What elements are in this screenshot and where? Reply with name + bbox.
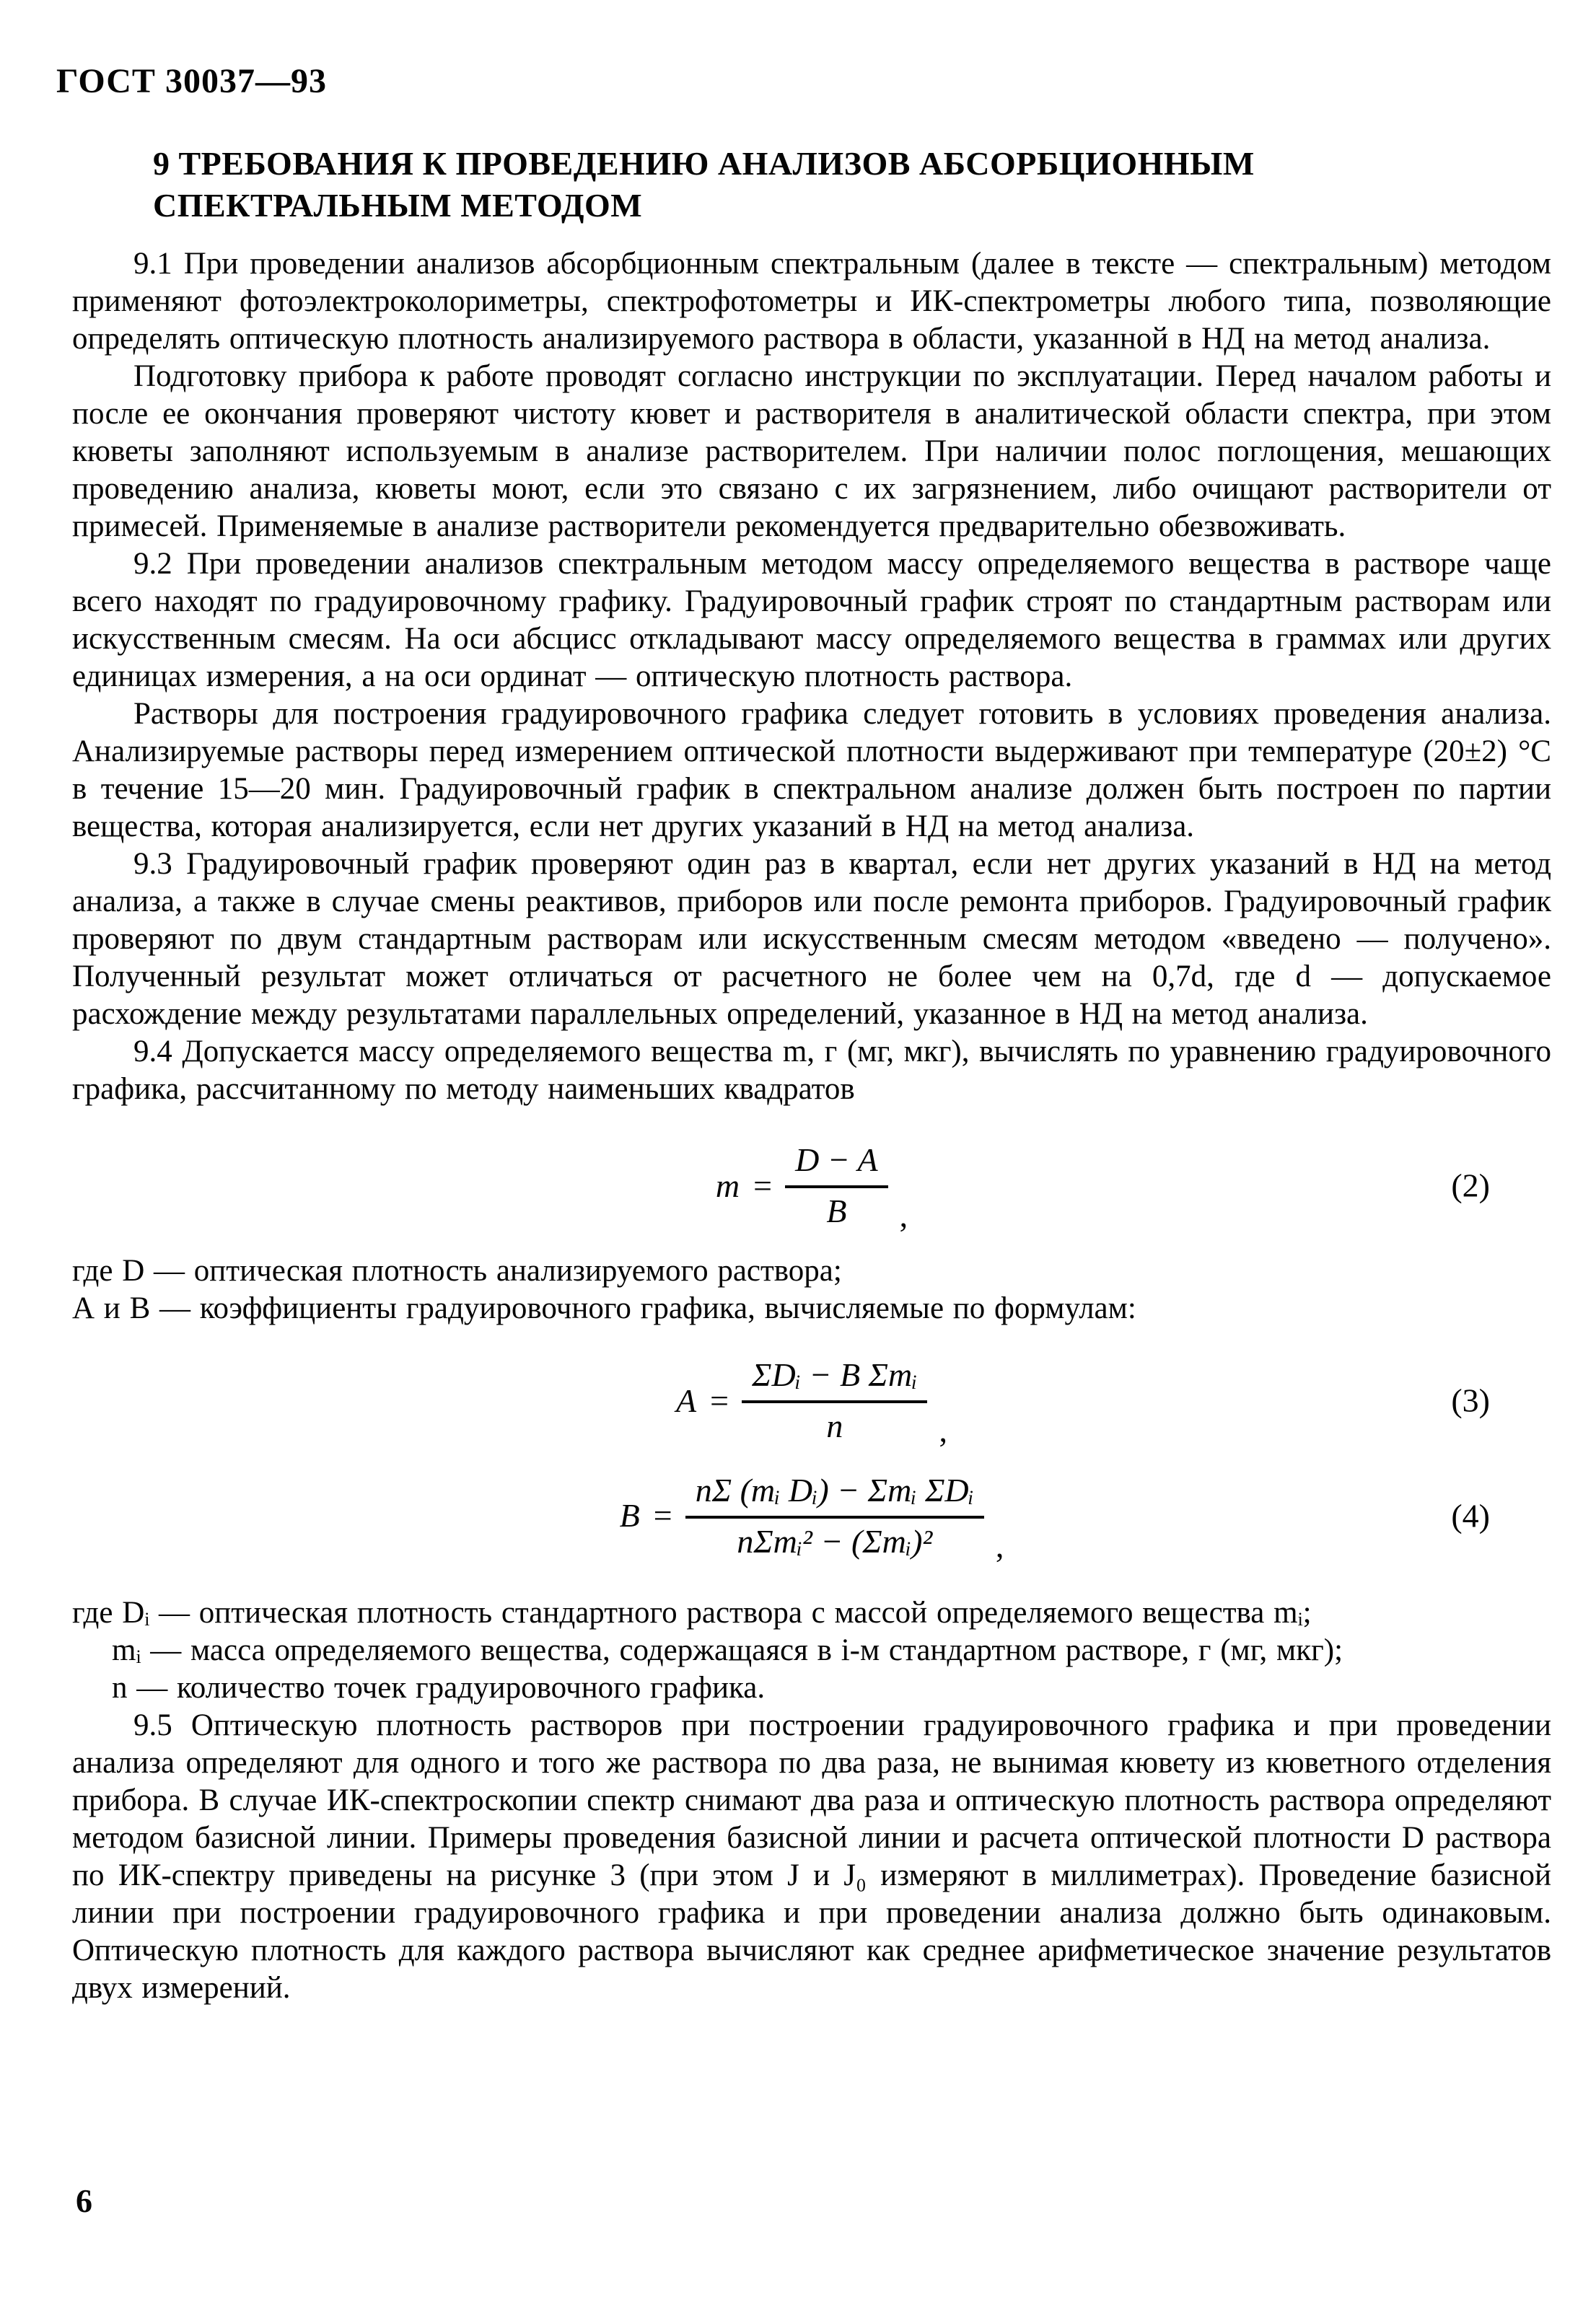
paragraph-9-5: 9.5 Оптическую плотность растворов при построении градуировочного графика и при проведении анализа определяют для одного и того же раствора по два раза, не вынимая кювету из кюветного отделения прибора. В случае ИК-спектроскопии спектр снимают два раза и оптическую плотность раствора определяют методом базисной линии. Примеры проведения базисной линии и расчета оптической плотности D раствора по ИК-спектру приведены на рисунке 3 (при этом J и J₀ измеряют в миллиметрах). Проведение базисной линии при построении градуировочного графика и при проведении анализа должно быть одинаковым. Оптическую плотность для каждого раствора вычисляют как среднее арифметическое значение результатов двух измерений.	[72, 1708, 1551, 2005]
equation-2-denominator: B	[826, 1193, 847, 1230]
document-header: ГОСТ 30037—93	[56, 62, 327, 100]
paragraph-9-2: 9.2 При проведении анализов спектральным методом массу определяемого вещества в растворе чаще всего находят по градуировочному графику. Градуировочный график строят по стандартным растворам или искусственным смесям. На оси абсцисс откладывают массу определяемого вещества в граммах или других единицах измерения, а на оси ординат — оптическую плотность раствора.	[72, 547, 1551, 694]
equation-2-formula	[715, 1141, 908, 1234]
equation-2-number: (2)	[1451, 1167, 1490, 1204]
equation-3-numerator: ΣDᵢ − B Σmᵢ	[742, 1356, 927, 1403]
paragraph-9-1: 9.1 При проведении анализов абсорбционным спектральным (далее в тексте — спектральным) методом применяют фотоэлектроколориметры, спектрофотометры и ИК-спектрометры любого типа, позволяющие определять оптическую плотность анализируемого раствора в области, указанной в НД на метод анализа.	[72, 247, 1551, 356]
equation-3-fraction	[742, 1356, 927, 1446]
equation-2-numerator: D − A	[785, 1141, 888, 1188]
equation-4-comma: ,	[995, 1527, 1004, 1564]
equation-3-comma: ,	[939, 1411, 947, 1449]
equation-2-fraction	[785, 1141, 888, 1231]
equation-3-denominator: n	[826, 1407, 843, 1444]
equation-4	[72, 1471, 1551, 1564]
equation-2	[72, 1141, 1551, 1234]
definition-A-B: А и В — коэффициенты градуировочного графика, вычисляемые по формулам:	[72, 1291, 1136, 1326]
equation-4-equals: =	[651, 1497, 674, 1535]
equation-4-fraction	[685, 1472, 984, 1561]
paragraph-9-4: 9.4 Допускается массу определяемого вещества m, г (мг, мкг), вычислять по уравнению градуировочного графика, рассчитанному по методу наименьших квадратов	[72, 1035, 1551, 1107]
section-title-line2: СПЕКТРАЛЬНЫМ МЕТОДОМ	[153, 187, 643, 224]
definition-D: где D — оптическая плотность анализируемого раствора;	[72, 1254, 842, 1288]
equation-4-denominator: nΣmᵢ² − (Σmᵢ)²	[737, 1522, 933, 1560]
equation-2-lhs: m	[715, 1167, 740, 1204]
equation-4-number: (4)	[1451, 1497, 1490, 1535]
equation-2-equals: =	[751, 1167, 774, 1204]
page-number: 6	[76, 2182, 92, 2219]
section-title-line1: 9 ТРЕБОВАНИЯ К ПРОВЕДЕНИЮ АНАЛИЗОВ АБСОРБЦИОННЫМ	[153, 145, 1255, 183]
equation-4-numerator: nΣ (mᵢ Dᵢ) − Σmᵢ ΣDᵢ	[685, 1472, 984, 1519]
equation-4-formula	[619, 1471, 1004, 1564]
equation-4-lhs: B	[619, 1497, 640, 1535]
definition-Di: где Dᵢ — оптическая плотность стандартного раствора с массой определяемого вещества mᵢ;	[72, 1595, 1312, 1630]
equation-2-comma: ,	[899, 1197, 908, 1234]
definition-mi: mᵢ — масса определяемого вещества, содержащаяся в i-м стандартном растворе, г (мг, мкг);	[112, 1633, 1343, 1667]
equation-3-equals: =	[708, 1382, 731, 1419]
paragraph-instrument-preparation: Подготовку прибора к работе проводят согласно инструкции по эксплуатации. Перед началом работы и после ее окончания проверяют чистоту кювет и растворителя в аналитической области спектра, при этом кюветы заполняют используемым в анализе растворителем. При наличии полос поглощения, мешающих проведению анализа, кюветы моют, если это связано с их загрязнением, либо очищают растворители от примесей. Применяемые в анализе растворители рекомендуется предварительно обезвоживать.	[72, 359, 1551, 544]
equation-3	[72, 1356, 1551, 1449]
definition-n: n — количество точек градуировочного графика.	[112, 1670, 766, 1705]
section-title	[153, 143, 1551, 227]
paragraph-calibration-solutions: Растворы для построения градуировочного графика следует готовить в условиях проведения анализа. Анализируемые растворы перед измерением оптической плотности выдерживают при температуре (20±2) °С в течение 15—20 мин. Градуировочный график в спектральном анализе должен быть построен по партии вещества, которая анализируется, если нет других указаний в НД на метод анализа.	[72, 697, 1551, 844]
paragraph-9-3: 9.3 Градуировочный график проверяют один раз в квартал, если нет других указаний в НД на метод анализа, а также в случае смены реактивов, приборов или после ремонта приборов. Градуировочный график проверяют по двум стандартным растворам или искусственным смесям методом «введено — получено». Полученный результат может отличаться от расчетного не более чем на 0,7d, где d — допускаемое расхождение между результатами параллельных определений, указанное в НД на метод анализа.	[72, 847, 1551, 1032]
equation-3-formula	[676, 1356, 947, 1449]
equation-3-lhs: A	[676, 1382, 697, 1419]
equation-3-number: (3)	[1451, 1382, 1490, 1419]
